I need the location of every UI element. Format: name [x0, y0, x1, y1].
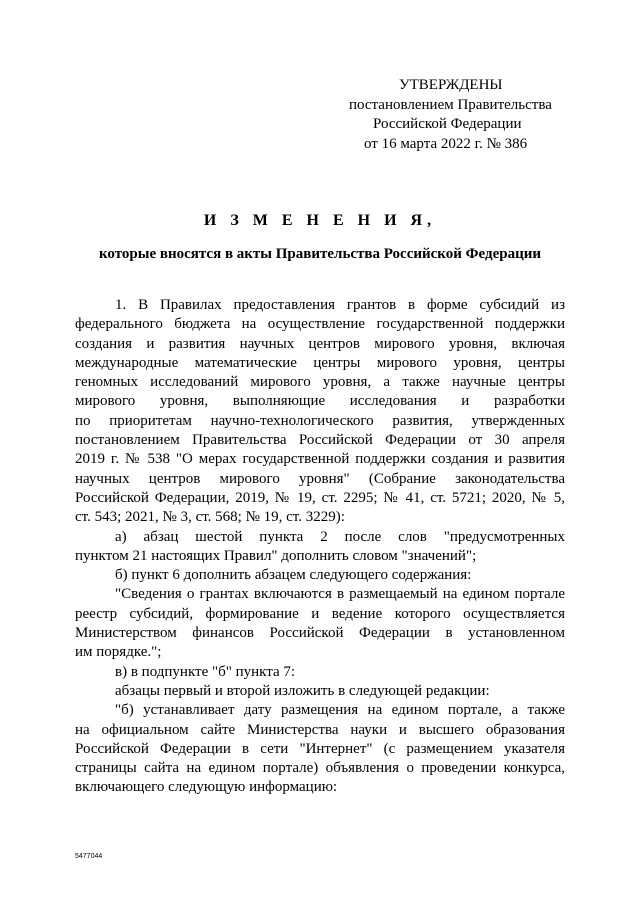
- body-line: им порядке.";: [75, 644, 162, 661]
- body-line: а) абзац шестой пункта 2 после слов "предусмотренных: [115, 528, 565, 545]
- approval-line: постановлением Правительства: [349, 96, 552, 113]
- body-line: по приоритетам научно-технологического развития, утвержденных: [75, 412, 565, 429]
- body-line: постановлением Правительства Российской Федерации от 30 апреля: [75, 432, 565, 449]
- body-line: страницы сайта на едином портале) объявления о проведении конкурса,: [75, 760, 565, 777]
- body-line: "б) устанавливает дату размещения на едином портале, а также: [115, 702, 565, 719]
- document-subtitle: которые вносятся в акты Правительства Российской Федерации: [98, 246, 542, 262]
- body-line: в) в подпункте "б" пункта 7:: [115, 663, 296, 680]
- body-line: создания и развития научных центров мирового уровня, включая: [75, 335, 565, 352]
- body-line: геномных исследований мирового уровня, а также научные центры: [75, 374, 565, 391]
- body-line: 1. В Правилах предоставления грантов в форме субсидий из: [115, 297, 565, 313]
- body-line: мирового уровня, выполняющие исследования и разработки: [75, 393, 565, 410]
- document-code: 5477044: [75, 853, 103, 860]
- approval-line: от 16 марта 2022 г. № 386: [364, 135, 528, 152]
- body-line: пунктом 21 настоящих Правил" дополнить словом "значений";: [75, 547, 477, 564]
- body-line: включающего следующую информацию:: [75, 779, 338, 796]
- body-line: научных центров мирового уровня" (Собрание законодательства: [75, 470, 565, 487]
- body-line: реестр субсидий, формирование и ведение которого осуществляется: [75, 605, 565, 622]
- approval-line: УТВЕРЖДЕНЫ: [399, 77, 503, 93]
- body-line: б) пункт 6 дополнить абзацем следующего содержания:: [115, 567, 472, 584]
- approval-stamp: [345, 76, 565, 154]
- document-body: [75, 296, 565, 798]
- approval-line: Российской Федерации: [373, 116, 522, 132]
- body-line: Российской Федерации, 2019, № 19, ст. 2295; № 41, ст. 5721; 2020, № 5,: [75, 489, 565, 506]
- body-line: федерального бюджета на осуществление государственной поддержки: [75, 316, 565, 333]
- body-line: Российской Федерации в сети "Интернет" (с размещением указателя: [75, 740, 565, 757]
- body-line: ст. 543; 2021, № 3, ст. 568; № 19, ст. 3229):: [75, 509, 345, 526]
- body-line: на официальном сайте Министерства науки и высшего образования: [75, 721, 565, 738]
- body-line: международные математические центры мирового уровня, центры: [75, 354, 565, 371]
- body-line: абзацы первый и второй изложить в следующей редакции:: [115, 682, 490, 699]
- body-line: "Сведения о грантах включаются в размещаемый на едином портале: [115, 586, 565, 603]
- document-title: И З М Е Н Е Н И Я,: [203, 212, 437, 229]
- body-line: 2019 г. № 538 "О мерах государственной поддержки создания и развития: [75, 451, 565, 468]
- body-line: Министерством финансов Российской Федерации в установленном: [75, 625, 565, 642]
